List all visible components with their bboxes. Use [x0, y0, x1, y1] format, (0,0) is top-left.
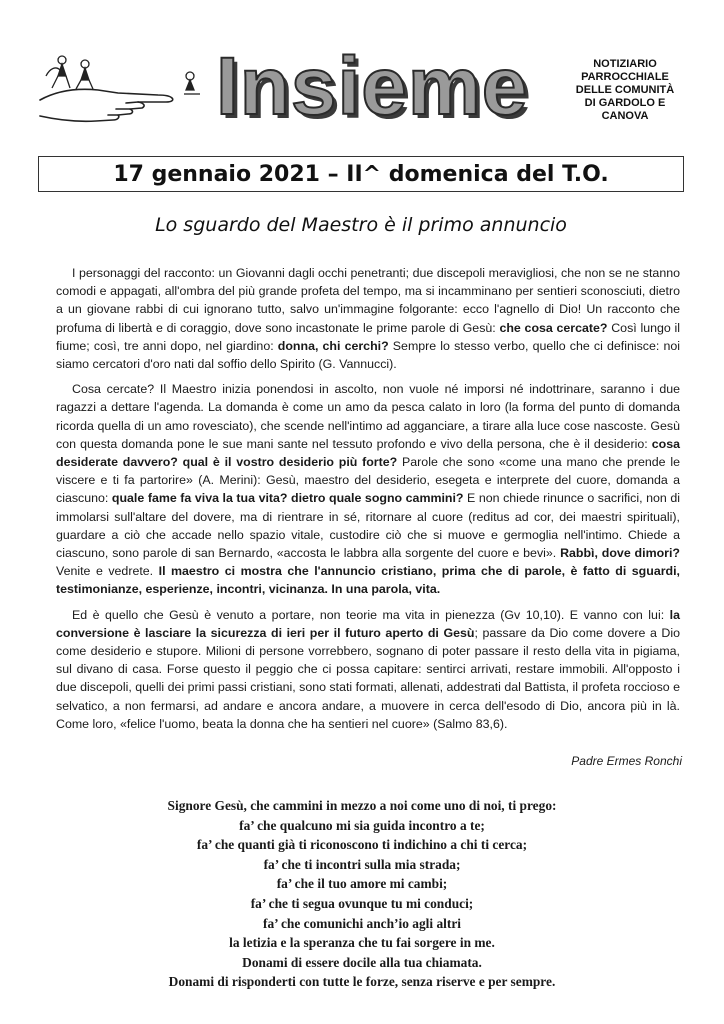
article-signature: Padre Ermes Ronchi: [571, 754, 682, 768]
paragraph-text: Venite e vedrete.: [56, 564, 159, 579]
logo-illustration: [38, 40, 213, 135]
paragraph-text: Così lungo il fiume; così, tre anni dopo, nel giardino:: [56, 320, 680, 353]
paragraph-text: I personaggi del racconto: un Giovanni dagli occhi penetranti; due discepoli meravigliosi, che non se ne stanno comodi e appagati, all'ombra del più grande profeta del tempo, ma si incamminano per sentieri sconosciuti, dietro a un giovane rabbi di cui ignorano tutto, salvo un'immagine folgorante: ecco l'agnello di Dio! Un racconto che profuma di libertà e di coraggio, dove sono incastonate le prime parole di Gesù:: [56, 266, 680, 335]
subtitle-line: PARROCCHIALE: [581, 71, 669, 83]
prayer-line: fa’ che comunichi anch’io agli altri: [263, 915, 461, 931]
paragraph-text: Cosa cercate? Il Maestro inizia ponendosi in ascolto, non vuole né imporsi né indottrinare, saranno i due ragazzi a dettare l'agenda. La domanda è come un amo da pesca calato in loro (la forma del punto di domanda ricorda quella di un amo rovesciato), che scende nell'intimo ad agganciare, a tirare alla luce cose nascoste. Gesù con questa domanda pone le sue mani sante nel tessuto profondo e vivo della persona, che è il desiderio:: [56, 382, 680, 451]
newsletter-subtitle: [566, 58, 684, 123]
subtitle-line: DELLE COMUNITÀ: [575, 84, 675, 96]
prayer-line: fa’ che quanti già ti riconoscono ti indichino a chi ti cerca;: [196, 837, 528, 853]
prayer-line: fa’ che ti incontri sulla mia strada;: [263, 856, 461, 872]
prayer-line: fa’ che il tuo amore mi cambi;: [276, 876, 448, 892]
prayer-block: [60, 796, 664, 992]
subtitle-line: NOTIZIARIO: [593, 58, 657, 70]
prayer-line: la letizia e la speranza che tu fai sorgere in me.: [229, 935, 495, 951]
article-body: [56, 264, 680, 740]
paragraph-text: Parole che sono «come una mano che prende le viscere e ti fa partorire» (A. Merini): Gesù, maestro del desiderio, esegeta e interprete del cuore, domanda a ciascuno:: [56, 455, 681, 506]
figures-icon: [46, 56, 200, 94]
emphasis-text: donna, chi cerchi?: [277, 338, 389, 353]
emphasis-text: Rabbì, dove dimori?: [560, 546, 680, 561]
article-paragraph: [56, 380, 680, 598]
subtitle-line: DI GARDOLO E: [584, 97, 666, 109]
pointing-hand-icon: [40, 89, 173, 121]
article-paragraph: [56, 606, 680, 733]
prayer-line: Signore Gesù, che cammini in mezzo a noi come uno di noi, ti prego:: [167, 798, 557, 813]
prayer-line: fa’ che ti segua ovunque tu mi conduci;: [250, 895, 474, 911]
emphasis-text: la conversione è lasciare la sicurezza di ieri per il futuro aperto di Gesù: [56, 607, 680, 640]
emphasis-text: cosa desiderate davvero? qual è il vostro desiderio più forte?: [56, 436, 680, 470]
emphasis-text: che cosa cercate?: [499, 320, 608, 335]
emphasis-text: quale fame fa viva la tua vita? dietro quale sogno cammini?: [111, 491, 464, 506]
article-headline: Lo sguardo del Maestro è il primo annuncio: [155, 214, 567, 236]
paragraph-text: Sempre lo stesso verbo, quello che ci definisce: noi siamo cercatori d'oro nati dal soffio dello Spirito (G. Vannucci).: [56, 338, 680, 372]
prayer-line: Donami di essere docile alla tua chiamata.: [242, 954, 482, 970]
subtitle-line: CANOVA: [601, 110, 649, 122]
paragraph-text: E non chiede rinunce o sacrifici, non di immolarsi sull'altare del dovere, ma di rientrare in sé, ritornare al cuore (reditus ad cor, dei maestri spirituali), guardare a ciò che accade nello spazio vitale, custodire ciò che si muove e germoglia nell'intimo. Chiede a ciascuno, sono parole di san Bernardo, «accosta le labbra alla sorgente del cuore e bevi».: [56, 491, 680, 561]
prayer-line: Donami di risponderti con tutte le forze, senza riserve e per sempre.: [168, 974, 556, 990]
brand-logo-text: Insieme: [216, 41, 529, 132]
paragraph-text: ; passare da Dio come dovere a Dio come desiderio e stupore. Milioni di persone vorrebbero, sognano di poter passare il resto della vita in pigiama, sul divano di casa. Forse questo il peggio che ci possa capitare: sentirci arrivati, restare immobili. All'opposto i due discepoli, quelli dei primi passi cristiani, sono stati formati, allenati, addestrati dal Battista, il profeta roccioso e selvatico, a non fermarsi, ad andare e ancora andare, a muovere in cerca dell'esodo di Dio, ancora più in là. Come loro, «felice l'uomo, beata la donna che ha sentieri nel cuore» (Salmo 83,6).: [56, 625, 680, 731]
emphasis-text: Il maestro ci mostra che l'annuncio cristiano, prima che di parole, è fatto di sguardi, testimonianze, esperienze, incontri, vicinanza. In una parola, vita.: [56, 564, 680, 597]
paragraph-text: Ed è quello che Gesù è venuto a portare, non teorie ma vita in pienezza (Gv 10,10). E vanno con lui:: [72, 607, 670, 622]
masthead: [38, 40, 688, 135]
date-title: 17 gennaio 2021 – II^ domenica del T.O.: [38, 156, 684, 192]
article-paragraph: [56, 264, 680, 373]
prayer-line: fa’ che qualcuno mi sia guida incontro a te;: [239, 817, 485, 833]
